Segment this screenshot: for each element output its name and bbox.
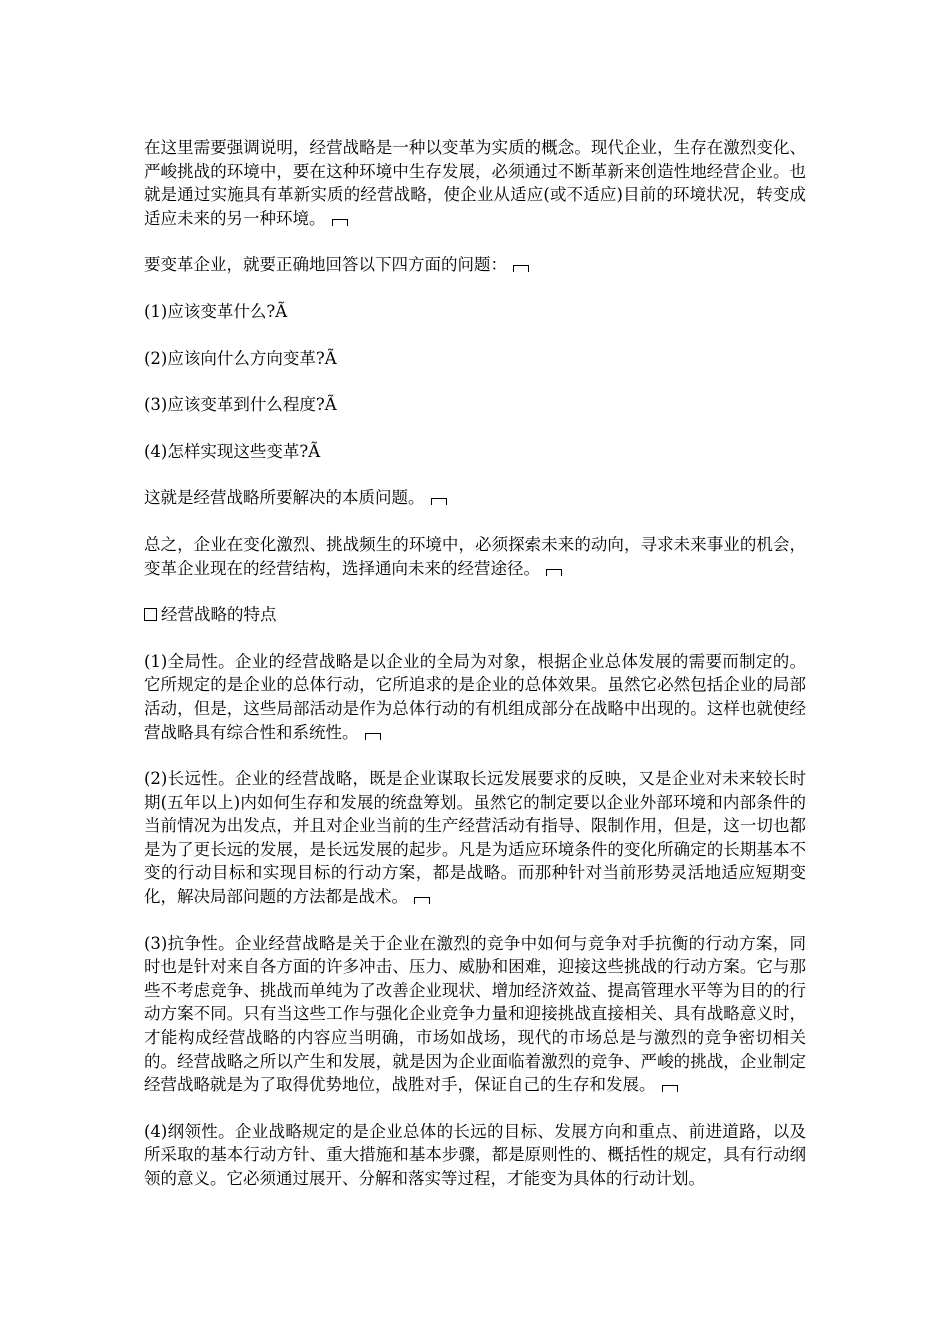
section-heading — [144, 603, 806, 627]
paragraph-text: (4)怎样实现这些变革?Ã — [144, 441, 321, 461]
paragraph-end-mark-icon — [513, 265, 529, 272]
paragraph — [144, 136, 806, 230]
paragraph-end-mark-icon — [365, 733, 381, 740]
paragraph-text: (2)长远性。企业的经营战略，既是企业谋取长远发展要求的反映，又是企业对未来较长时期(五年以上)内如何生存和发展的统盘筹划。虽然它的制定要以企业外部环境和内部条件的当前情况为出发点，并且对企业当前的生产经营活动有指导、限制作用，但是，这一切也都是为了更长远的发展，是长远发展的起步。凡是为适应环境条件的变化所确定的长期基本不变的行动目标和实现目标的行动方案，都是战略。而那种针对当前形势灵活地适应短期变化，解决局部问题的方法都是战术。 — [144, 769, 806, 907]
paragraph-text: 这就是经营战略所要解决的本质问题。 — [144, 488, 425, 508]
paragraph-end-mark-icon — [662, 1085, 678, 1092]
paragraph-text: (4)纲领性。企业战略规定的是企业总体的长远的目标、发展方向和重点、前进道路，以及所采取的基本行动方针、重大措施和基本步骤，都是原则性的、概括性的规定，具有行动纲领的意义。它必须通过展开、分解和落实等过程，才能变为具体的行动计划。 — [144, 1121, 806, 1188]
list-item — [144, 347, 806, 371]
paragraph-text: (2)应该向什么方向变革?Ã — [144, 348, 337, 368]
paragraph-text: 总之，企业在变化激烈、挑战频生的环境中，必须探索未来的动向，寻求未来事业的机会，变革企业现在的经营结构，选择通向未来的经营途径。 — [144, 534, 806, 578]
paragraph — [144, 1120, 806, 1191]
list-item — [144, 300, 806, 324]
paragraph — [144, 486, 806, 510]
document-page — [144, 136, 806, 1214]
paragraph-text: 要变革企业，就要正确地回答以下四方面的问题： — [144, 255, 507, 275]
paragraph — [144, 533, 806, 580]
paragraph — [144, 932, 806, 1097]
paragraph-text: (1)全局性。企业的经营战略是以企业的全局为对象，根据企业总体发展的需要而制定的。它所规定的是企业的总体行动，它所追求的是企业的总体效果。虽然它必然包括企业的局部活动，但是，这些局部活动是作为总体行动的有机组成部分在战略中出现的。这样也就使经营战略具有综合性和系统性。 — [144, 651, 806, 742]
paragraph-text: 在这里需要强调说明，经营战略是一种以变革为实质的概念。现代企业，生存在激烈变化、严峻挑战的环境中，要在这种环境中生存发展，必须通过不断革新来创造性地经营企业。也就是通过实施具有革新实质的经营战略，使企业从适应(或不适应)目前的环境状况，转变成适应未来的另一种环境。 — [144, 138, 806, 228]
paragraph-end-mark-icon — [431, 498, 447, 505]
list-item — [144, 440, 806, 464]
paragraph-text: (3)应该变革到什么程度?Ã — [144, 395, 337, 415]
paragraph-text: (1)应该变革什么?Ã — [144, 301, 288, 321]
paragraph — [144, 767, 806, 909]
paragraph-end-mark-icon — [332, 219, 348, 226]
checkbox-square-icon — [144, 608, 157, 621]
heading-text: 经营战略的特点 — [161, 605, 277, 625]
list-item — [144, 393, 806, 417]
paragraph-end-mark-icon — [414, 897, 430, 904]
paragraph — [144, 253, 806, 277]
paragraph — [144, 650, 806, 744]
paragraph-text: (3)抗争性。企业经营战略是关于企业在激烈的竞争中如何与竞争对手抗衡的行动方案，同时也是针对来自各方面的许多冲击、压力、威胁和困难，迎接这些挑战的行动方案。它与那些不考虑竞争、挑战而单纯为了改善企业现状、增加经济效益、提高管理水平等为目的的行动方案不同。只有当这些工作与强化企业竞争力量和迎接挑战直接相关、具有战略意义时，才能构成经营战略的内容应当明确，市场如战场，现代的市场总是与激烈的竞争密切相关的。经营战略之所以产生和发展，就是因为企业面临着激烈的竞争、严峻的挑战，企业制定经营战略就是为了取得优势地位，战胜对手，保证自己的生存和发展。 — [144, 933, 806, 1095]
paragraph-end-mark-icon — [546, 569, 562, 576]
